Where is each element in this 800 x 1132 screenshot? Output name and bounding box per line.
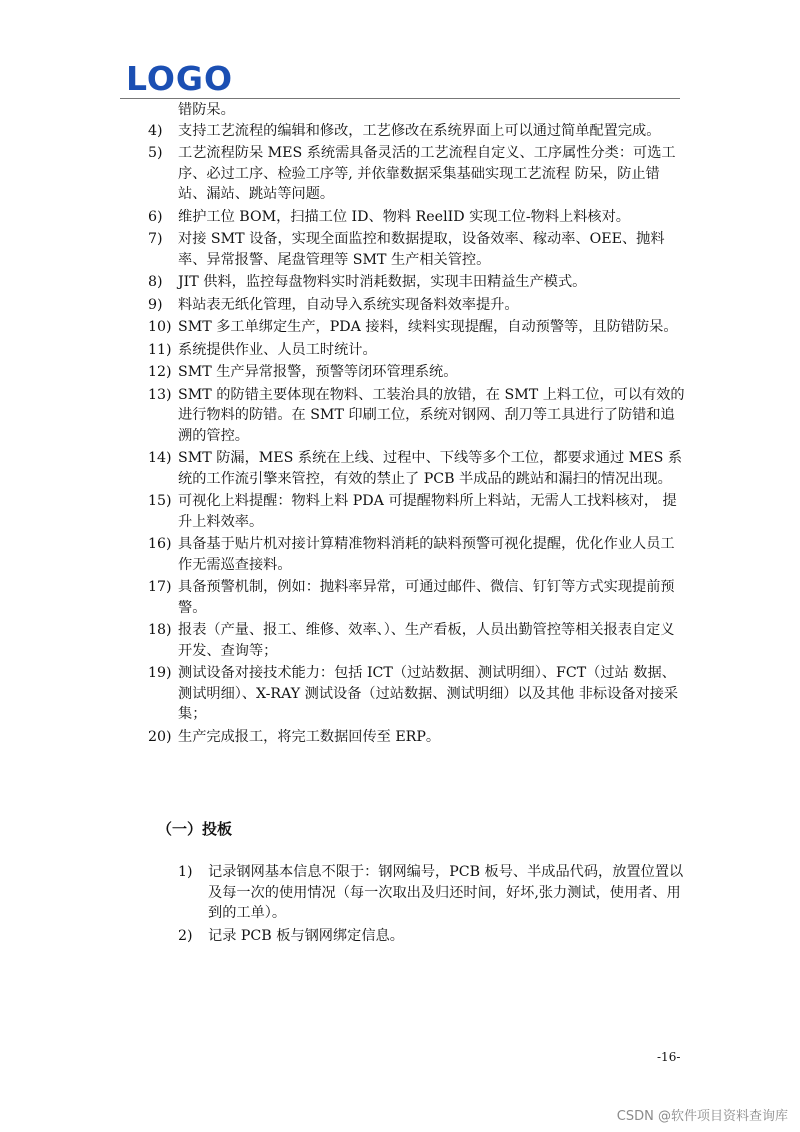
- item-number: 6): [148, 208, 163, 225]
- list-item: [148, 317, 688, 338]
- item-number: 14): [148, 450, 172, 466]
- item-number: 5): [148, 145, 163, 161]
- header-divider: [120, 98, 680, 99]
- item-text: 测试设备对接技术能力：包括 ICT（过站数据、测试明细）、FCT（过站 数据、测试明细）、X-RAY 测试设备（过站数据、测试明细）以及其他 非标设备对接采集；: [178, 665, 679, 722]
- logo: LOGO: [126, 59, 234, 98]
- item-number: 1): [178, 864, 193, 880]
- list-continuation: 错防呆。: [178, 102, 235, 118]
- item-text: SMT 生产异常报警，预警等闭环管理系统。: [178, 364, 458, 380]
- item-text: 维护工位 BOM，扫描工位 ID、物料 ReelID 实现工位-物料上料核对。: [178, 208, 630, 225]
- item-text: 具备预警机制，例如：抛料率异常，可通过邮件、微信、钉钉等方式实现提前预警。: [178, 579, 675, 616]
- item-number: 7): [148, 231, 163, 247]
- item-text: JIT 供料，监控每盘物料实时消耗数据，实现丰田精益生产模式。: [178, 274, 587, 290]
- item-text: 可视化上料提醒：物料上料 PDA 可提醒物料所上料站，无需人工找料核对， 提升上料效率。: [178, 493, 677, 530]
- item-text: 对接 SMT 设备，实现全面监控和数据提取，设备效率、稼动率、OEE、抛料率、异常报警、尾盘管理等 SMT 生产相关管控。: [178, 231, 665, 268]
- item-number: 20): [148, 728, 172, 745]
- feature-list: [148, 100, 688, 749]
- item-number: 9): [148, 296, 163, 313]
- list-item: [148, 207, 688, 228]
- list-item: [148, 295, 688, 316]
- item-number: 8): [148, 274, 163, 290]
- item-text: 支持工艺流程的编辑和修改，工艺修改在系统界面上可以通过简单配置完成。: [178, 122, 661, 139]
- item-number: 17): [148, 579, 172, 595]
- item-text: 工艺流程防呆 MES 系统需具备灵活的工艺流程自定义、工序属性分类：可选工序、必过工序、检验工序等, 并依靠数据采集基础实现工艺流程 防呆，防止错站、漏站、跳站等问题。: [178, 145, 676, 202]
- list-item: [148, 727, 688, 748]
- section-title: （一）投板: [157, 820, 233, 838]
- list-item: [148, 534, 688, 575]
- item-number: 13): [148, 386, 172, 403]
- item-number: 16): [148, 536, 172, 552]
- item-text: 具备基于贴片机对接计算精准物料消耗的缺料预警可视化提醒，优化作业人员工作无需巡查接料。: [178, 536, 675, 573]
- item-number: 19): [148, 665, 172, 681]
- list-item: [148, 491, 688, 532]
- item-text: 记录 PCB 板与钢网绑定信息。: [208, 927, 404, 944]
- item-text: 记录钢网基本信息不限于：钢网编号，PCB 板号、半成品代码，放置位置以及每一次的使用情况（每一次取出及归还时间，好坏,张力测试，使用者、用到的工单）。: [208, 864, 684, 921]
- item-text: 生产完成报工，将完工数据回传至 ERP。: [178, 728, 441, 745]
- list-item: [148, 229, 688, 270]
- list-item: [148, 385, 688, 447]
- page-number: -16-: [657, 1050, 681, 1064]
- list-item: [148, 362, 688, 383]
- item-number: 12): [148, 364, 172, 380]
- item-text: SMT 防漏，MES 系统在上线、过程中、下线等多个工位，都要求通过 MES 系统的工作流引擎来管控，有效的禁止了 PCB 半成品的跳站和漏扫的情况出现。: [178, 450, 683, 487]
- list-item: [148, 121, 688, 142]
- list-item: [148, 620, 688, 661]
- list-item: [148, 143, 688, 205]
- list-item: [148, 663, 688, 725]
- item-number: 11): [148, 341, 172, 358]
- item-text: 料站表无纸化管理，自动导入系统实现备料效率提升。: [178, 296, 519, 313]
- list-item: [148, 577, 688, 618]
- item-text: SMT 多工单绑定生产，PDA 接料，续料实现提醒，自动预警等，且防错防呆。: [178, 319, 678, 335]
- item-text: SMT 的防错主要体现在物料、工装治具的放错，在 SMT 上料工位，可以有效的进行物料的防错。在 SMT 印刷工位，系统对钢网、刮刀等工具进行了防错和追溯的管控。: [178, 386, 685, 444]
- list-item: [148, 340, 688, 361]
- list-item: [178, 862, 686, 924]
- item-number: 2): [178, 927, 193, 944]
- watermark: CSDN @软件项目资料查询库: [616, 1109, 788, 1124]
- list-item: [178, 926, 686, 947]
- item-number: 10): [148, 319, 172, 335]
- item-number: 15): [148, 493, 172, 509]
- item-number: 18): [148, 622, 172, 638]
- list-item: [148, 272, 688, 293]
- item-text: 系统提供作业、人员工时统计。: [178, 341, 377, 358]
- item-number: 4): [148, 122, 163, 139]
- section-list: [178, 862, 686, 948]
- item-text: 报表（产量、报工、维修、效率、）、生产看板，人员出勤管控等相关报表自定义开发、查询等；: [178, 622, 675, 659]
- list-item: [148, 448, 688, 489]
